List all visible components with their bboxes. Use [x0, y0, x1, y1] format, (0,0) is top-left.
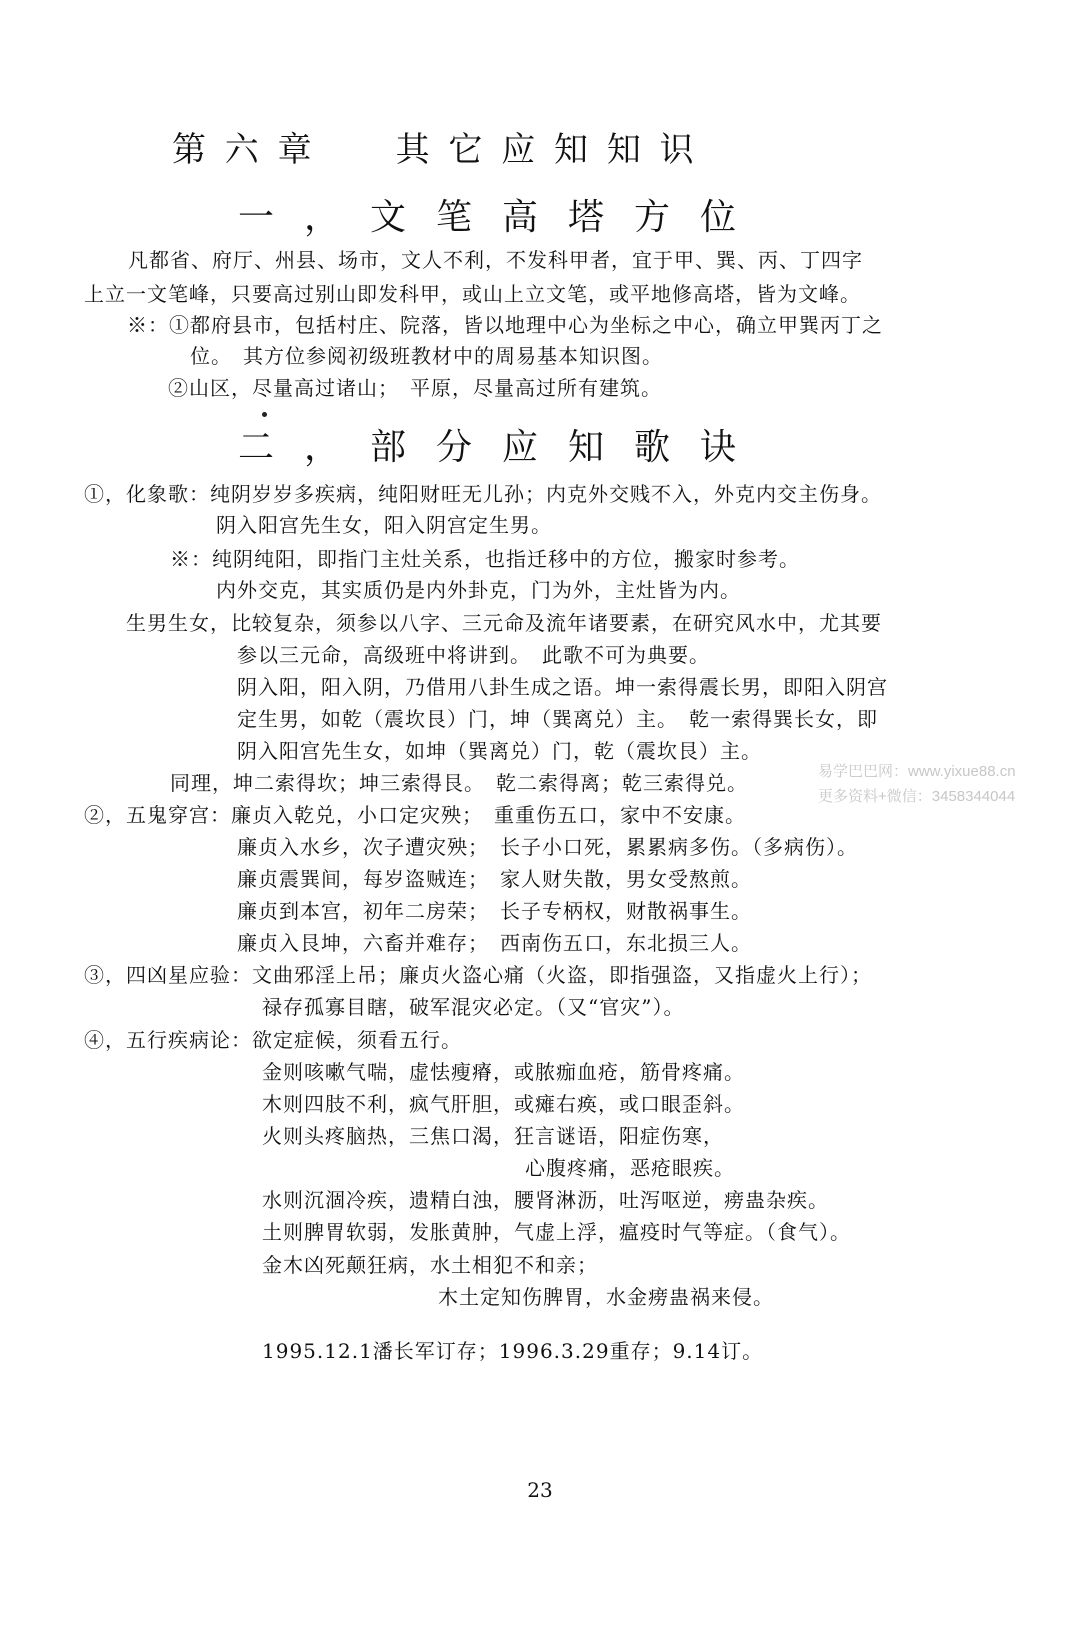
section2-line: 生男生女，比较复杂，须参以八字、三元命及流年诸要素，在研究风水中，尤其要	[126, 611, 882, 635]
chapter-title	[172, 128, 698, 172]
section1-line: 凡都省、府厅、州县、场市，文人不利，不发科甲者，宜于甲、巽、丙、丁四字	[128, 248, 863, 272]
section2-line: 定生男，如乾（震坎艮）门，坤（巽离兑）主。 乾一索得巽长女，即	[237, 707, 878, 731]
section2-line: 阴入阳宫先生女，如坤（巽离兑）门，乾（震坎艮）主。	[237, 739, 762, 763]
chapter-name: 其 它 应 知 知 识	[395, 130, 698, 170]
section2-line: 金木凶死颠狂病，水土相犯不和亲；	[262, 1253, 598, 1277]
section2-line: 廉贞到本宫，初年二房荣； 长子专柄权，财散祸事生。	[237, 899, 752, 923]
section2-line: 火则头疼脑热，三焦口渴，狂言谜语，阳症伤寒，	[262, 1124, 724, 1148]
section2-line: 木土定知伤脾胃，水金痨蛊祸来侵。	[438, 1285, 774, 1309]
section2-line: 禄存孤寡目瞎，破军混灾必定。（又“官灾”）。	[262, 995, 685, 1019]
section2-line: 阴入阳，阳入阴，乃借用八卦生成之语。坤一索得震长男，即阳入阴宫	[237, 675, 888, 699]
section2-line: 心腹疼痛，恶疮眼疾。	[525, 1156, 735, 1180]
section2-line: ①，化象歌：纯阴岁岁多疾病，纯阳财旺无儿孙；内克外交贱不入，外克内交主伤身。	[84, 482, 882, 506]
section1-line: ②山区，尽量高过诸山； 平原，尽量高过所有建筑。	[168, 376, 662, 400]
section2-line: 金则咳嗽气喘，虚怯瘦瘠，或脓痂血疮，筋骨疼痛。	[262, 1060, 745, 1084]
section1-line: ※：①都府县市，包括村庄、院落，皆以地理中心为坐标之中心，确立甲巽丙丁之	[127, 313, 883, 337]
section2-line: 水则沉涸冷疾，遗精白浊，腰肾淋沥，吐泻呕逆，痨蛊杂疾。	[262, 1188, 829, 1212]
watermark: 更多资料+微信：3458344044	[818, 788, 1016, 805]
section2-line: ②，五鬼穿宫：廉贞入乾兑，小口定灾殃； 重重伤五口，家中不安康。	[84, 803, 746, 827]
section1-title: 一，文笔高塔方位	[238, 197, 767, 238]
section2-line: ③，四凶星应验：文曲邪淫上吊；廉贞火盗心痛（火盗，即指强盗，又指虚火上行）；	[84, 963, 872, 987]
page-number: 23	[527, 1478, 553, 1502]
footer-note: 1995.12.1潘长军订存；1996.3.29重存；9.14订。	[262, 1339, 764, 1363]
ink-dot	[262, 412, 267, 417]
section2-line: 廉贞入水乡，次子遭灾殃； 长子小口死，累累病多伤。（多病伤）。	[237, 835, 858, 859]
section2-line: ④，五行疾病论：欲定症候，须看五行。	[84, 1028, 462, 1052]
watermark: 易学巴巴网：www.yixue88.cn	[818, 763, 1016, 780]
section2-line: 土则脾胃软弱，发胀黄肿，气虚上浮，瘟疫时气等症。（食气）。	[262, 1220, 851, 1244]
section2-line: 内外交克，其实质仍是内外卦克，门为外，主灶皆为内。	[216, 578, 741, 602]
chapter-label: 第 六 章	[172, 130, 316, 170]
section2-line: 廉贞震巽间，每岁盗贼连； 家人财失散，男女受熬煎。	[237, 867, 752, 891]
section1-line: 位。 其方位参阅初级班教材中的周易基本知识图。	[190, 344, 663, 368]
section2-line: 参以三元命，高级班中将讲到。 此歌不可为典要。	[237, 643, 710, 667]
section2-line: ※：纯阴纯阳，即指门主灶关系，也指迁移中的方位，搬家时参考。	[170, 547, 800, 571]
section2-title: 二，部分应知歌诀	[238, 427, 767, 468]
section2-line: 廉贞入艮坤，六畜并难存； 西南伤五口，东北损三人。	[237, 931, 752, 955]
section2-line: 同理，坤二索得坎；坤三索得艮。 乾二索得离；乾三索得兑。	[170, 771, 748, 795]
section1-line: 上立一文笔峰，只要高过别山即发科甲，或山上立文笔，或平地修高塔，皆为文峰。	[84, 282, 861, 306]
section2-line: 木则四肢不利，疯气肝胆，或瘫右痪，或口眼歪斜。	[262, 1092, 745, 1116]
section2-line: 阴入阳宫先生女，阳入阴宫定生男。	[216, 513, 552, 537]
